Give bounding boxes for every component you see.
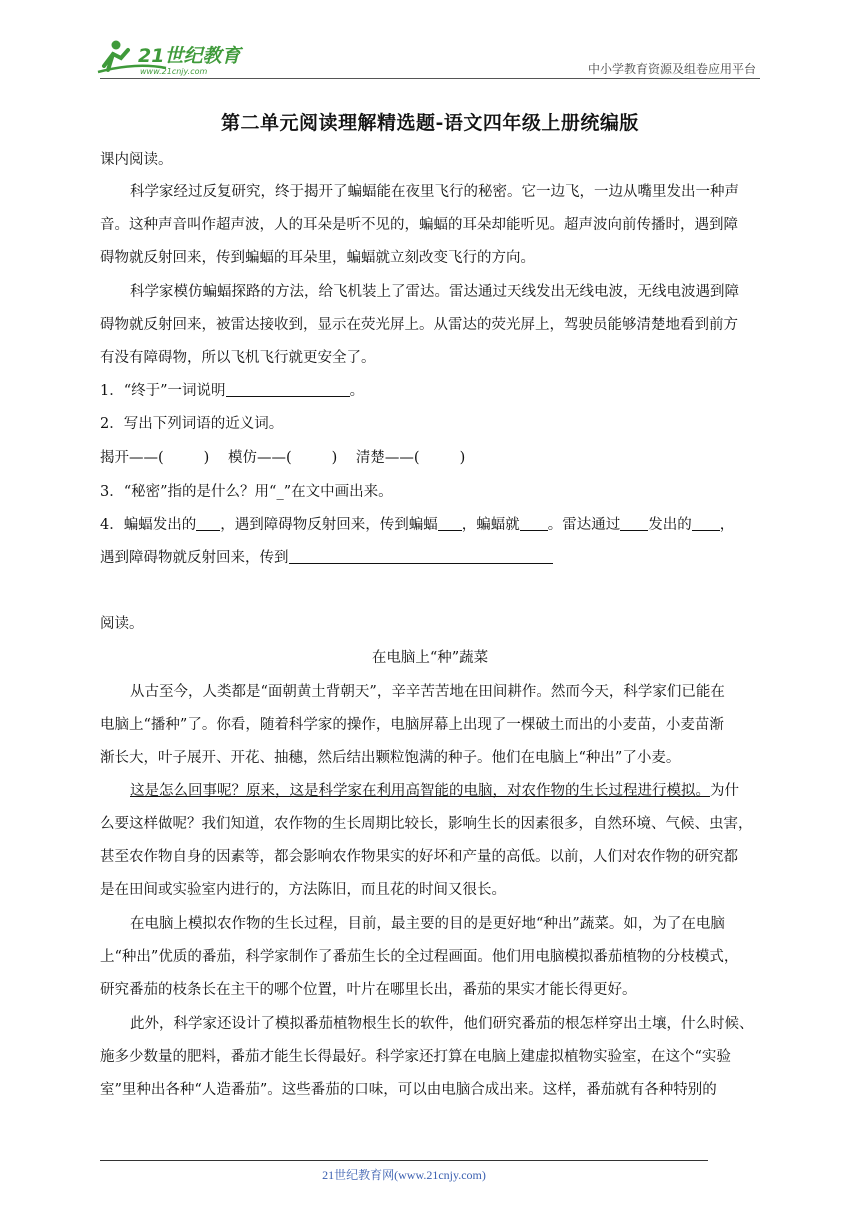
s2-p3-line1: 在电脑上模拟农作物的生长过程，目前，最主要的目的是更好地“种出”蔬菜。如，为了在电脑	[130, 916, 725, 932]
s1-p2-line1: 科学家模仿蝙蝠探路的方法，给飞机装上了雷达。雷达通过天线发出无线电波，无线电波遇到障	[130, 284, 739, 300]
answer-blank[interactable]	[226, 382, 350, 397]
s2-p1-line3: 渐长大，叶子展开、开花、抽穗，然后结出颗粒饱满的种子。他们在电脑上“种出”了小麦。	[100, 750, 681, 766]
section2-heading: 阅读。	[100, 616, 144, 632]
question-text: 发出的	[648, 517, 692, 533]
synonym-close: )	[203, 450, 210, 466]
runner-logo-icon	[96, 36, 256, 80]
s2-p4-line2: 施多少数量的肥料，番茄才能生长得最好。科学家还打算在电脑上建虚拟植物实验室，在这个“实验	[100, 1049, 731, 1065]
question-3: 3．“秘密”指的是什么？用“_”在文中画出来。	[100, 484, 393, 500]
answer-blank[interactable]	[520, 516, 548, 531]
text-span: 为什	[710, 783, 739, 799]
s2-p4-line3: 室”里种出各种“人造番茄”。这些番茄的口味，可以由电脑合成出来。这样，番茄就有各种特别的	[100, 1082, 717, 1098]
s2-p2-line4: 是在田间或实验室内进行的，方法陈旧，而且花的时间又很长。	[100, 882, 506, 898]
question-text: 4．蝙蝠发出的	[100, 517, 197, 533]
answer-blank[interactable]	[438, 516, 462, 531]
question-2: 2．写出下列词语的近义词。	[100, 416, 284, 432]
question-text: ，	[719, 517, 735, 533]
question-text: ，遇到障碍物反射回来，传到蝙蝠	[220, 517, 438, 533]
header-divider	[100, 78, 760, 79]
footer-divider	[100, 1160, 708, 1161]
s1-p1-line1	[130, 182, 760, 202]
answer-blank[interactable]	[620, 516, 648, 531]
site-logo	[96, 36, 256, 80]
page-title: 第二单元阅读理解精选题-语文四年级上册统编版	[221, 112, 639, 134]
answer-blank[interactable]	[196, 516, 220, 531]
question-text: 遇到障碍物就反射回来，传到	[100, 550, 289, 566]
question-text: 。雷达通过	[547, 517, 621, 533]
emphasis-dot-char: 终	[275, 184, 290, 200]
s2-p4-line1: 此外，科学家还设计了模拟番茄植物根生长的软件，他们研究番茄的根怎样穿出土壤，什么时候、	[130, 1016, 754, 1032]
logo-text: 21世纪教育	[138, 45, 241, 67]
s1-p1-line3: 碍物就反射回来，传到蝙蝠的耳朵里，蝙蝠就立刻改变飞行的方向。	[100, 250, 535, 266]
s2-p3-line2: 上“种出”优质的番茄，科学家制作了番茄生长的全过程画面。他们用电脑模拟番茄植物的分枝模式，	[100, 949, 739, 965]
s2-p1-line1: 从古至今，人类都是“面朝黄土背朝天”，辛辛苦苦地在田间耕作。然而今天，科学家们已能在	[130, 684, 725, 700]
question-2-words	[100, 448, 760, 468]
s2-p1-line2: 电脑上“播种”了。你看，随着科学家的操作，电脑屏幕上出现了一棵破土而出的小麦苗，小麦苗渐	[100, 717, 724, 733]
emphasis-dot-char: 于	[289, 184, 304, 200]
s2-p3-line3: 研究番茄的枝条长在主干的哪个位置，叶片在哪里长出，番茄的果实才能长得更好。	[100, 982, 637, 998]
s2-p2-line2: 么要这样做呢？我们知道，农作物的生长周期比较长，影响生长的因素很多，自然环境、气候、虫害，	[100, 816, 753, 832]
answer-blank[interactable]	[692, 516, 720, 531]
text-span: 揭开了蝙蝠能在夜里飞行的秘密。它一边飞，一边从嘴里发出一种声	[304, 184, 739, 200]
question-text: 。	[349, 383, 365, 399]
article-title: 在电脑上“种”蔬菜	[371, 650, 489, 666]
footer-link[interactable]: 21世纪教育网(www.21cnjy.com)	[322, 1168, 486, 1182]
synonym-word: 揭开——(	[100, 450, 164, 466]
question-1	[100, 381, 760, 401]
s2-p2-line3: 甚至农作物自身的因素等，都会影响农作物果实的好坏和产量的高低。以前，人们对农作物的研究都	[100, 849, 738, 865]
s1-p2-line3: 有没有障碍物，所以飞机飞行就更安全了。	[100, 350, 376, 366]
underlined-sentence: 这是怎么回事呢？原来，这是科学家在利用高智能的电脑，对农作物的生长过程进行模拟。	[130, 783, 710, 799]
synonym-word: 清楚——(	[355, 450, 420, 466]
section1-heading: 课内阅读。	[100, 152, 173, 168]
synonym-word: 模仿——(	[227, 450, 292, 466]
platform-label: 中小学教育资源及组卷应用平台	[587, 62, 756, 76]
synonym-close: )	[459, 450, 466, 466]
question-text: 1．“终于”一词说明	[100, 383, 226, 399]
logo-url: www.21cnjy.com	[140, 67, 208, 76]
answer-blank[interactable]	[289, 549, 553, 564]
synonym-close: )	[331, 450, 338, 466]
s1-p1-line2: 音。这种声音叫作超声波，人的耳朵是听不见的，蝙蝠的耳朵却能听见。超声波向前传播时，遇到障	[100, 217, 738, 233]
question-4-line2	[100, 548, 760, 568]
question-4-line1	[100, 515, 760, 535]
s2-p2-line1	[130, 781, 760, 801]
text-span: 科学家经过反复研究，	[130, 184, 275, 200]
question-text: ，蝙蝠就	[461, 517, 520, 533]
s1-p2-line2: 碍物就反射回来，被雷达接收到，显示在荧光屏上。从雷达的荧光屏上，驾驶员能够清楚地看到前方	[100, 317, 738, 333]
